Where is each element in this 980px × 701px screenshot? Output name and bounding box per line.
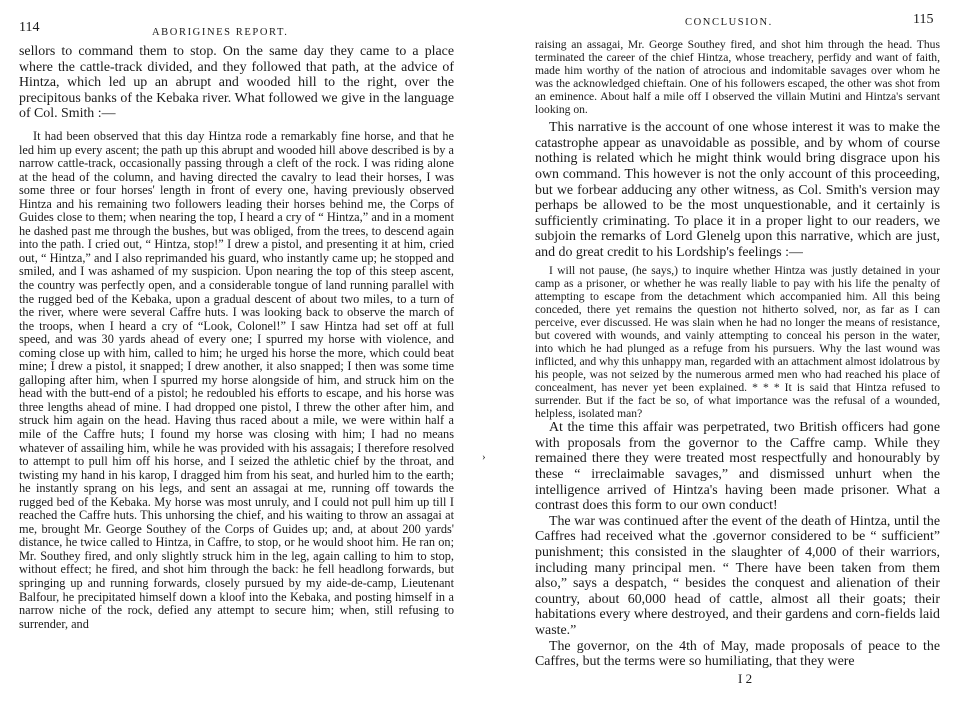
gutter-mark: › xyxy=(482,451,486,463)
war-paragraph: The war was continued after the event of the death of Hintza, until the Caffres had received what the .governor considered to be “ sufficient” punishment; this consisted in the slaughter of 4,000 of their warriors, including many principal men. “ There have been taken from them also,” says a despatch, “ besides the conquest and alienation of their country, about 60,000 head of cattle, almost all their goats; their habitations every where destroyed, and their gardens and corn-fields laid waste.” xyxy=(535,513,940,638)
intro-paragraph: sellors to command them to stop. On the same day they came to a place where the cattle-track divided, and they followed that path, at the advice of Hintza, which led up an abrupt and wooded hill to the right, over the precipitous banks of the Kebaka river. What followed we give in the language of Col. Smith :— xyxy=(19,44,454,122)
officers-paragraph: At the time this affair was perpetrated, two British officers had gone with proposals from the governor to the Caffre camp. While they remained there they were treated most respectfully and honourably by these “ irreclaimable savages,” and dismissed unhurt when the intelligence arrived of Hintza's having been made prisoner. What a contrast does this form to our own conduct! xyxy=(535,420,940,514)
body-text xyxy=(19,44,454,631)
body-text xyxy=(535,38,940,670)
smith-quote-continued: raising an assagai, Mr. George Southey fired, and shot him through the head. Thus terminated the career of the chief Hintza, whose treachery, perfidy and want of faith, made him worthy of the nation of atrocious and indomitable savages over whom he was the acknowledged chieftain. One of his followers escaped, the other was shot from an eminence. About half a mile off I observed the villain Mutini and Hintza's servant looking on. xyxy=(535,38,940,117)
running-head: CONCLUSION. xyxy=(685,17,773,28)
signature-mark: I 2 xyxy=(738,671,753,686)
left-page xyxy=(0,0,470,701)
right-page xyxy=(520,0,980,701)
smith-quote: It had been observed that this day Hintza rode a remarkably fine horse, and that he led him up every ascent; the path up this abrupt and wooded hill above described is by a narrow cattle-track, occasionally passing through a cleft of the rock. I was riding alone at the head of the column, and having directed the cavalry to lead their horses, I was some three or four horses' length in front of every one, having previously observed Hintza and his remaining two followers leading their horses behind me, the Corps of Guides close to them; when nearing the top, I heard a cry of “ Hintza,” and in a moment he dashed past me through the bushes, but was obliged, from the trees, to descend again into the path. I cried out, “ Hintza, stop!” I drew a pistol, and presenting it at him, cried out, “ Hintza,” and I also reprimanded his guard, who instantly came up; he stopped and smiled, and I was ashamed of my suspicion. Upon nearing the top of this steep ascent, the country was perfectly open, and a considerable tongue of land running parallel with the rugged bed of the Kebaka, upon a gradual descent of about two miles, to a turn of the river, where were several Caffre huts. I was looking back to observe the march of the troops, when I heard a cry of “Look, Colonel!” I saw Hintza had set off at full speed, and was 30 yards ahead of every one; I spurred my horse with violence, and coming close up with him, called to him; he urged his horse the more, which could beat mine; I drew a pistol, it snapped; I drew another, it also snapped; I then was some time galloping after him, when I spurred my horse alongside of him, and struck him on the head with the butt-end of a pistol; he redoubled his efforts to escape, and his horse was three lengths ahead of mine. I had dropped one pistol, I threw the other after him, and struck him again on the head. Having thus raced about a mile, we were within half a mile of the Caffre huts; I found my horse was closing with him; I had no means whatever of assailing him, while he was provided with his assagais; I therefore resolved to attempt to pull him off his horse, and I seized the athletic chief by the throat, and twisting my hand in his karop, I dragged him from his seat, and hurled him to the earth; he instantly sprang on his legs, and sent an assagai at me, running off towards the rugged bed of the Kebaka. My horse was most unruly, and I could not pull him up till I reached the Caffre huts. This unhorsing the chief, and his waiting to throw an assagai at me, brought Mr. George Southey of the Corps of Guides up; and, at about 200 yards' distance, he twice called to Hintza, in Caffre, to stop, or he would shoot him. He ran on; Mr. Southey fired, and only slightly struck him in the leg, again calling to him to stop, without effect; he fired, and shot him through the back: he fell headlong forwards, but springing up and running forwards, closely pursued by my aide-de-camp, Lieutenant Balfour, he precipitated himself down a kloof into the Kebaka, and posting himself in a narrow niche of the rock, defied any attempt to secure him; when, still refusing to surrender, and xyxy=(19,128,454,631)
narrative-paragraph: This narrative is the account of one whose interest it was to make the catastrophe appear as unavoidable as possible, and by whom of course nothing is related which he might think would bring disgrace upon his own command. This however is not the only account of this proceeding, but we forbear adducing any other witness, as Col. Smith's version may perhaps be allowed to be the most unquestionable, and it certainly is sufficiently criminating. To place it in a proper light to our readers, we subjoin the remarks of Lord Glenelg upon this narrative, which are just, and do great credit to his Lordship's feelings :— xyxy=(535,120,940,261)
glenelg-quote: I will not pause, (he says,) to inquire whether Hintza was justly detained in your camp as a prisoner, or whether he was really liable to pay with his life the penalty of attempting to escape from the detachment which accompanied him. All this being conceded, there yet remains the question not hitherto solved, nor, as far as I can perceive, ever discussed. He was slain when he had no longer the means of resistance, but covered with wounds, and vainly attempting to conceal his person in the water, into which he had plunged as a refuge from his pursuers. Why the last wound was inflicted, and why this unhappy man, regarded with an attachment almost idolatrous by his people, was not seized by the numerous armed men who had reached his place of concealment, has never yet been explained. * * * It is said that Hintza refused to surrender. But if the fact be so, of what importance was the refusal of a wounded, helpless, isolated man? xyxy=(535,263,940,421)
peace-paragraph: The governor, on the 4th of May, made proposals of peace to the Caffres, but the terms were so humiliating, that they were xyxy=(535,638,940,670)
running-head: ABORIGINES REPORT. xyxy=(152,27,289,38)
page-number: 115 xyxy=(913,12,934,27)
page-number: 114 xyxy=(19,20,40,35)
